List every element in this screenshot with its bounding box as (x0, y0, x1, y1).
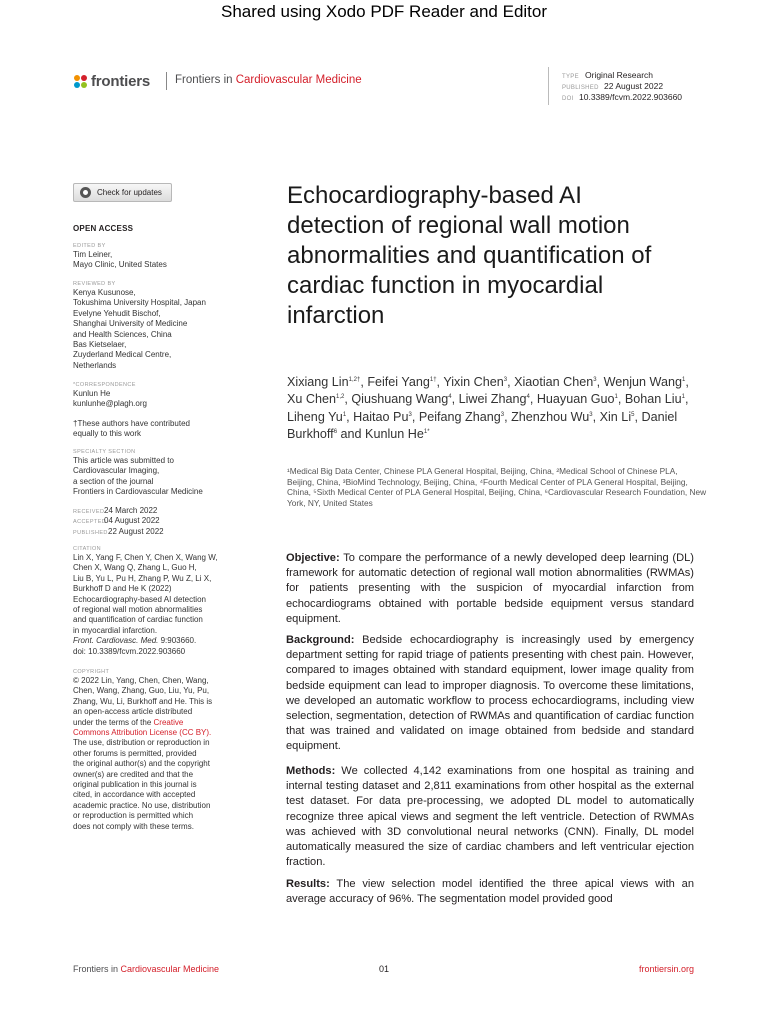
edited-by-section (73, 242, 238, 271)
contrib-line: †These authors have contributed (73, 419, 190, 428)
author-name: Peifang Zhang (418, 409, 501, 424)
xodo-banner: Shared using Xodo PDF Reader and Editor (220, 2, 548, 21)
copyright-line: other forums is permitted, provided (73, 748, 197, 758)
results-label: Results: (286, 878, 330, 890)
copyright-line: cited, in accordance with accepted (73, 790, 196, 800)
published-label: PUBLISHED (562, 85, 599, 91)
received-label: RECEIVED (73, 509, 105, 515)
author-name: Liwei Zhang (458, 392, 527, 407)
reviewer-line: and Health Sciences, China (73, 329, 172, 339)
copyright-line: under the terms of the (73, 717, 154, 727)
author-affiliation-marker: 5 (631, 411, 635, 418)
footer-journal-prefix: Frontiers in (73, 964, 121, 974)
affiliations: ¹Medical Big Data Center, Chinese PLA General Hospital, Beijing, China, ²Medical School of Chinese PLA, Beijing, China, ³BioMind Technology, Beijing, China, ⁴Fourth Medical Center of PLA General Hospital, Beijing, China, ⁵Sixth Medical Center of PLA General Hospital, Beijing, China, ⁶Cardiovascular Research Foundation, New York, NY, United States (287, 466, 707, 508)
author-list: Xixiang Lin$^{1,2\dagger}$, Feifei Yang$^{1\dagger}$, Yixin Chen$^3$, Xiaotian Chen$^3$, Wenjun Wang$^1$, Xu Chen$^{1,2}$, Qiushuang Wang$^4$, Liwei Zhang$^4$, Huayuan Guo$^1$, Bohan Liu$^1$, Liheng Yu$^1$, Haitao Pu$^3$, Peifang Zhang$^3$, Zhenzhou Wu$^3$, Xin Li$^5$, Daniel Burkhoff$^6$ and Kunlun $He^{1*}$ (287, 375, 689, 441)
copyright-line: Chen, Wang, Zhang, Guo, Liu, Yu, Pu, (73, 686, 210, 696)
abstract-background (286, 633, 694, 755)
published-label: PUBLISHED (73, 529, 108, 536)
background-text: Bedside echocardiography is increasingly used by emergency department setting for rapid triage of patients presenting with chest pain. However, compared to images obtained with standard equipment, lower image quality from bedside equipment can lead to improper diagnosis. To overcome these limitations, we developed an automatic workflow to process echocardiograms, including view selection, segmentation, detection of RWMAs and quantification of cardiac function that was trained and validated on image obtained from bedside and standard equipment. (286, 634, 694, 753)
copyright-line: an open-access article distributed (73, 707, 193, 717)
objective-label: Objective: (286, 552, 340, 564)
doi-value[interactable]: 10.3389/fcvm.2022.903660 (579, 92, 683, 102)
accepted-value: 04 August 2022 (104, 516, 160, 526)
author-name: Xin Li (599, 409, 632, 424)
frontiers-logo-icon (73, 74, 88, 89)
copyright-line: the original author(s) and the copyright (73, 759, 210, 769)
author-name: Haitao Pu (353, 409, 409, 424)
accepted-label: ACCEPTED (73, 519, 107, 526)
author-name: Xixiang Lin (287, 375, 349, 389)
copyright-line: The use, distribution or reproduction in (73, 738, 210, 748)
article-title: Echocardiography-based AI detection of regional wall motion abnormalities and quantification of cardiac function in myocardial infarction (287, 182, 652, 329)
received-date (73, 506, 238, 516)
author-affiliation-marker: 4 (448, 394, 452, 401)
author-name: Zhenzhou Wu (511, 409, 590, 424)
journal-prefix: Frontiers in (175, 74, 236, 86)
author-name: Liheng Yu (287, 409, 343, 424)
author-affiliation-marker: 1* (423, 428, 430, 435)
abstract-results (286, 877, 694, 907)
doi-label: DOI (562, 96, 574, 102)
author-name: Huayuan Guo (536, 392, 615, 407)
type-value: Original Research (585, 70, 654, 80)
author-name: Xiaotian Chen (514, 375, 594, 389)
published-value: 22 August 2022 (604, 81, 664, 91)
reviewer-line: Evelyne Yehudit Bischof, (73, 308, 161, 318)
reviewer-line: Shanghai University of Medicine (73, 319, 188, 329)
citation-line: Burkhoff D and He K (2022) (73, 584, 172, 594)
citation-line: Echocardiography-based AI detection (73, 594, 206, 604)
author-affiliation-marker: 3 (589, 411, 593, 418)
author-affiliation-marker: 1,2† (348, 376, 361, 383)
background-label: Background: (286, 634, 355, 646)
footer-journal[interactable] (73, 964, 219, 974)
author-affiliation-marker: 4 (526, 394, 530, 401)
footer-journal-name: Cardiovascular Medicine (120, 964, 220, 974)
author-affiliation-marker: 3 (503, 376, 508, 383)
page-number: 01 (379, 964, 390, 974)
check-for-updates-button[interactable] (73, 183, 172, 202)
citation-journal-line (73, 636, 238, 646)
accepted-date (73, 516, 238, 526)
author-affiliation-marker: 1 (681, 394, 685, 401)
citation-volume: 9:903660. (158, 636, 197, 646)
author-name: Kunlun He (365, 426, 424, 441)
copyright-line: academic practice. No use, distribution (73, 800, 211, 810)
frontiers-logo[interactable] (73, 71, 150, 91)
author-affiliation-marker: 1 (614, 394, 618, 401)
citation-doi[interactable]: doi: 10.3389/fcvm.2022.903660 (73, 646, 186, 656)
correspondent-email[interactable]: kunlunhe@plagh.org (73, 399, 147, 409)
specialty-label: SPECIALTY SECTION (73, 449, 136, 455)
contrib-line: equally to this work (73, 429, 142, 439)
author-name: Qiushuang Wang (351, 392, 449, 407)
author-affiliation-marker: 3 (500, 411, 505, 418)
author-name: Wenjun Wang (603, 375, 682, 389)
author-name: Feifei Yang (367, 375, 430, 389)
copyright-label: COPYRIGHT (73, 669, 110, 675)
check-updates-label: Check for updates (97, 188, 162, 197)
correspondence-section (73, 381, 238, 410)
citation-line: Lin X, Yang F, Chen Y, Chen X, Wang W, (73, 553, 218, 562)
author-affiliation-marker: 3 (408, 411, 412, 418)
copyright-section (73, 668, 238, 832)
copyright-line: or reproduction is permitted which (73, 811, 194, 821)
objective-text: To compare the performance of a newly developed deep learning (DL) framework for automatic detection of regional wall motion abnormalities (RWMAs) for patients presenting with the suspicion of myocardial infarction from echocardiograms obtained with portable bedside equipment versus standard equipment. (286, 552, 694, 625)
citation-journal: Front. Cardiovasc. Med. (73, 636, 159, 646)
copyright-line: owner(s) are credited and that the (73, 769, 194, 779)
author-affiliation-marker: 1† (429, 376, 437, 383)
author-affiliation-marker: 1,2 (336, 394, 345, 401)
results-text: The view selection model identified the three apical views with an average accuracy of 96%. The segmentation model provided good (286, 878, 694, 906)
abstract-objective (286, 551, 694, 627)
citation-line: Liu B, Yu L, Pu H, Zhang P, Wu Z, Li X, (73, 573, 212, 583)
author-affiliation-marker: 3 (593, 376, 597, 383)
author-affiliation-marker: 1 (342, 411, 347, 418)
license-link[interactable]: Creative (153, 717, 184, 727)
reviewed-by-section (73, 280, 238, 371)
license-link-cont[interactable]: Commons Attribution License (CC BY). (73, 728, 212, 738)
correspondence-label: *CORRESPONDENCE (73, 382, 136, 388)
journal-name[interactable] (175, 74, 362, 86)
editor-name: Tim Leiner, (73, 250, 113, 259)
journal-title: Cardiovascular Medicine (235, 74, 362, 86)
copyright-line: © 2022 Lin, Yang, Chen, Chen, Wang, (73, 676, 209, 685)
specialty-line: Cardiovascular Imaging, (73, 466, 160, 476)
reviewer-line: Netherlands (73, 360, 117, 370)
reviewer-line: Kenya Kusunose, (73, 288, 136, 297)
specialty-section (73, 448, 238, 498)
meta-divider (548, 67, 549, 105)
specialty-line: a section of the journal (73, 476, 154, 486)
citation-line: of regional wall motion abnormalities (73, 605, 203, 615)
methods-text: We collected 4,142 examinations from one hospital as training and internal testing dataset and 2,811 examinations from other hospital as the external test dataset. For data pre-processing, we adopted DL model to automatically recognize three apical views and segment the left ventricle. Detection of RWMAs was achieved with 3D convolutional neural networks (CNN). Finally, DL model automatically measured the size of cardiac chambers and left ventricular ejection fraction. (286, 765, 694, 869)
correspondent-name: Kunlun He (73, 389, 111, 398)
published-date-sidebar (73, 527, 238, 537)
type-label: TYPE (562, 74, 579, 80)
copyright-license-line (73, 718, 238, 728)
logo-text: frontiers (91, 72, 151, 90)
open-access-label: OPEN ACCESS (73, 224, 134, 233)
author-name: Yixin Chen (443, 375, 504, 389)
author-name: Bohan Liu (624, 392, 682, 407)
reviewed-by-label: REVIEWED BY (73, 281, 116, 287)
reviewer-line: Zuyderland Medical Centre, (73, 350, 172, 360)
methods-label: Methods: (286, 765, 336, 777)
author-affiliation-marker: 1 (681, 376, 686, 383)
citation-label: CITATION (73, 546, 102, 552)
editor-affiliation: Mayo Clinic, United States (73, 260, 167, 270)
copyright-line: original publication in this journal is (73, 780, 197, 790)
copyright-line: Zhang, Wu, Li, Burkhoff and He. This is (73, 696, 213, 706)
abstract-methods (286, 764, 694, 870)
citation-line: in myocardial infarction. (73, 625, 158, 635)
reviewer-line: Bas Kietselaer, (73, 340, 127, 350)
footer-site-link[interactable]: frontiersin.org (638, 964, 694, 974)
citation-section (73, 545, 238, 657)
specialty-line: Frontiers in Cardiovascular Medicine (73, 487, 203, 497)
author-affiliation-marker: 6 (333, 428, 338, 435)
author-name: Xu Chen (287, 392, 337, 407)
copyright-line: does not comply with these terms. (73, 821, 194, 831)
specialty-line: This article was submitted to (73, 456, 174, 465)
citation-line: Chen X, Wang Q, Zhang L, Guo H, (73, 563, 197, 573)
received-value: 24 March 2022 (104, 506, 158, 515)
published-value: 22 August 2022 (108, 526, 164, 536)
dates-section (73, 506, 238, 537)
edited-by-label: EDITED BY (73, 243, 106, 249)
author-name: Daniel Burkhoff (287, 409, 678, 441)
citation-line: and quantification of cardiac function (73, 615, 203, 625)
reviewer-line: Tokushima University Hospital, Japan (73, 298, 206, 308)
update-icon (80, 187, 91, 198)
doi[interactable] (562, 92, 682, 105)
header-divider (166, 72, 167, 90)
contribution-note (73, 419, 238, 440)
